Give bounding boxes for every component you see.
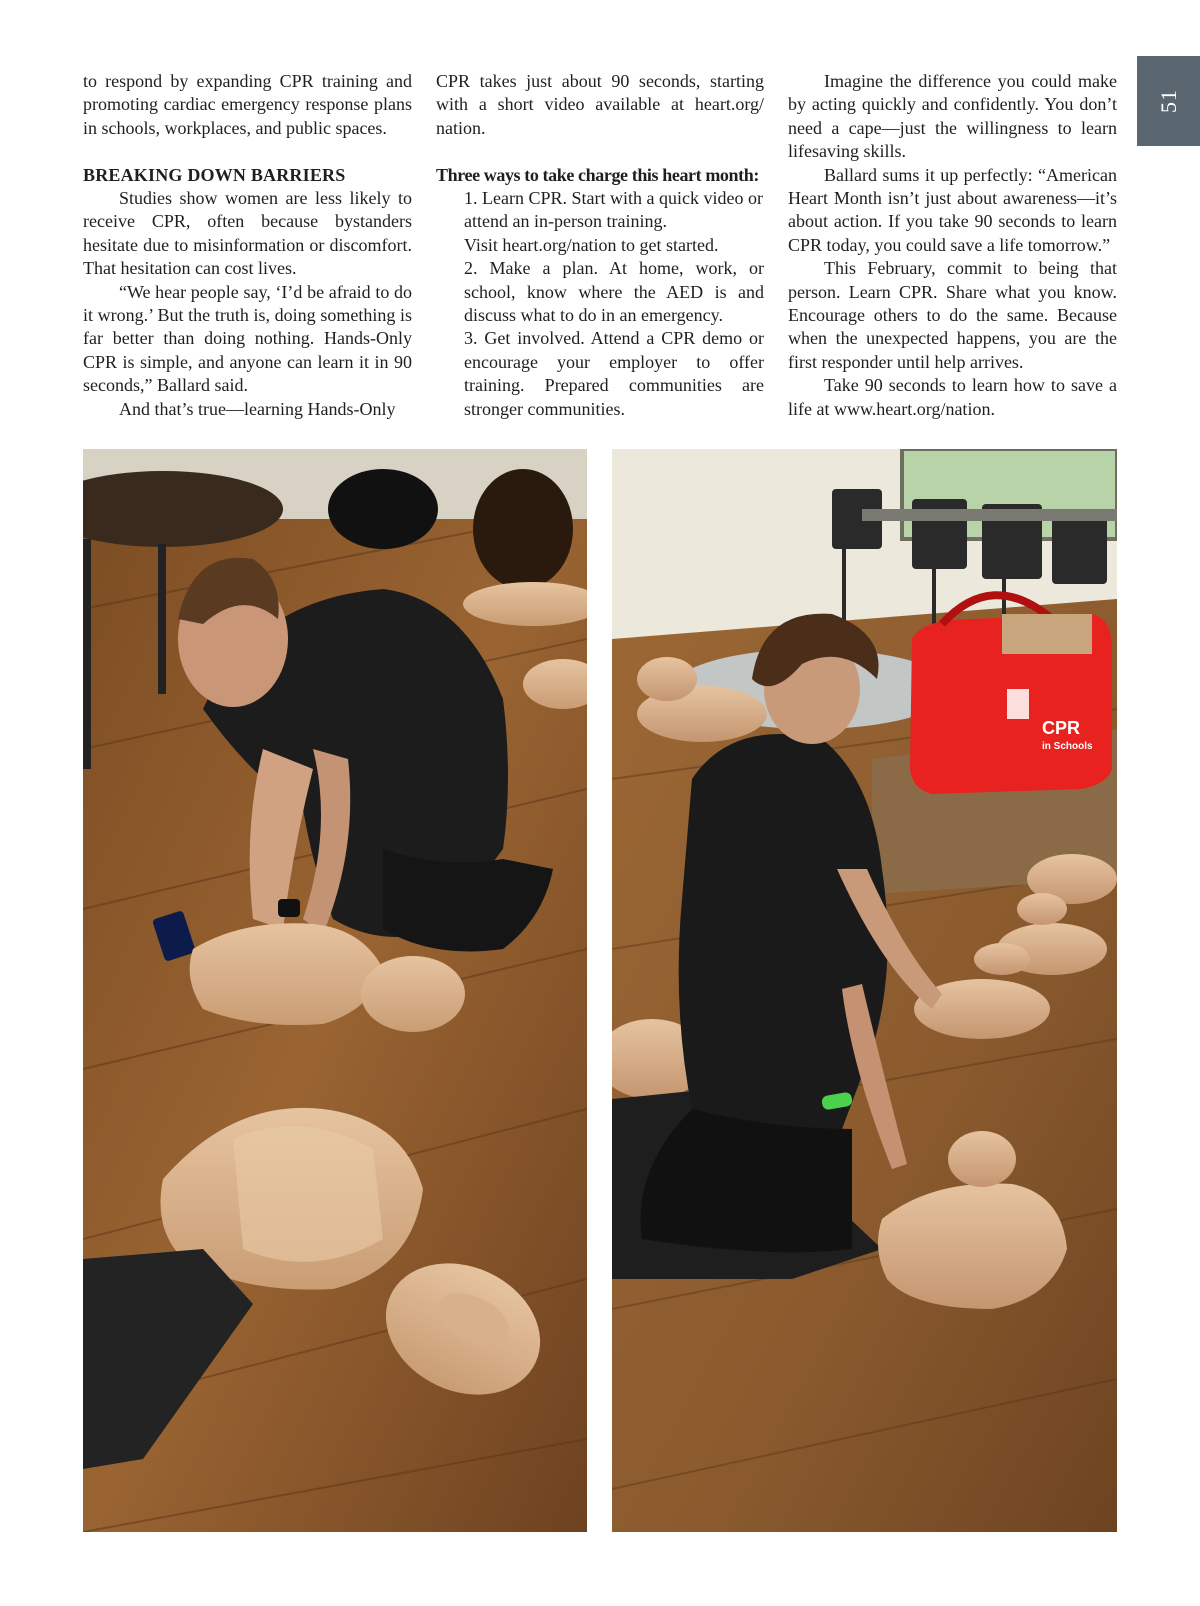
paragraph: This February, commit to being that person. Learn CPR. Share what you know. Encourage others to do the same. Because when the unexpected happens, you are the first responder until help arrives. [788, 258, 1117, 372]
photo-cpr-instruction [612, 449, 1117, 1532]
list-item: 1. Learn CPR. Start with a quick video or attend an in-person training. [464, 188, 763, 232]
paragraph: Ballard sums it up perfectly: “American Heart Month isn’t just about awareness—it’s about action. If you take 90 seconds to learn CPR today, you could save a life tomorrow.” [788, 164, 1117, 255]
section-heading: BREAKING DOWN BARRIERS [83, 164, 346, 185]
bag-logo-subtext: in Schools [1042, 741, 1093, 752]
list-item: 3. Get involved. Attend a CPR demo or encourage your employer to offer training. Prepared communities are stronger communities. [464, 328, 764, 419]
text-column-2 [436, 70, 764, 421]
page-number-tab [1137, 56, 1200, 146]
paragraph: “We hear people say, ‘I’d be afraid to do it wrong.’ But the truth is, doing something is far better than doing nothing. Hands-Only CPR is simple, and anyone can learn it in 90 seconds,” Ballard said. [83, 281, 412, 396]
text-column-3 [788, 70, 1117, 421]
list-item: 2. Make a plan. At home, work, or school, know where the AED is and discuss what to do in an emergency. [464, 258, 764, 326]
list-heading: Three ways to take charge this heart month: [436, 164, 759, 185]
paragraph: Take 90 seconds to learn how to save a life at www.heart.org/nation. [788, 375, 1117, 419]
paragraph: And that’s true—learning Hands-Only [119, 398, 396, 419]
paragraph: to respond by expanding CPR training and promoting cardiac emergency response plans in schools, workplaces, and public spaces. [83, 71, 412, 138]
paragraph: Studies show women are less likely to receive CPR, often because bystanders hesitate due to misinformation or discomfort. That hesitation can cost lives. [83, 188, 412, 279]
paragraph: Imagine the difference you could make by acting quickly and confidently. You don’t need a cape—just the willingness to learn lifesaving skills. [788, 71, 1117, 162]
photo-cpr-compressions [83, 449, 587, 1532]
paragraph: CPR takes just about 90 seconds, starting with a short video available at heart.org/ nation. [436, 71, 764, 138]
bag-logo-text: CPR [1042, 718, 1081, 738]
page-number: 51 [1155, 89, 1181, 113]
text-column-1 [83, 70, 412, 421]
list-item-visit: Visit heart.org/nation to get started. [464, 234, 719, 255]
photo-illustration [612, 449, 1117, 1532]
photo-illustration [83, 449, 587, 1532]
